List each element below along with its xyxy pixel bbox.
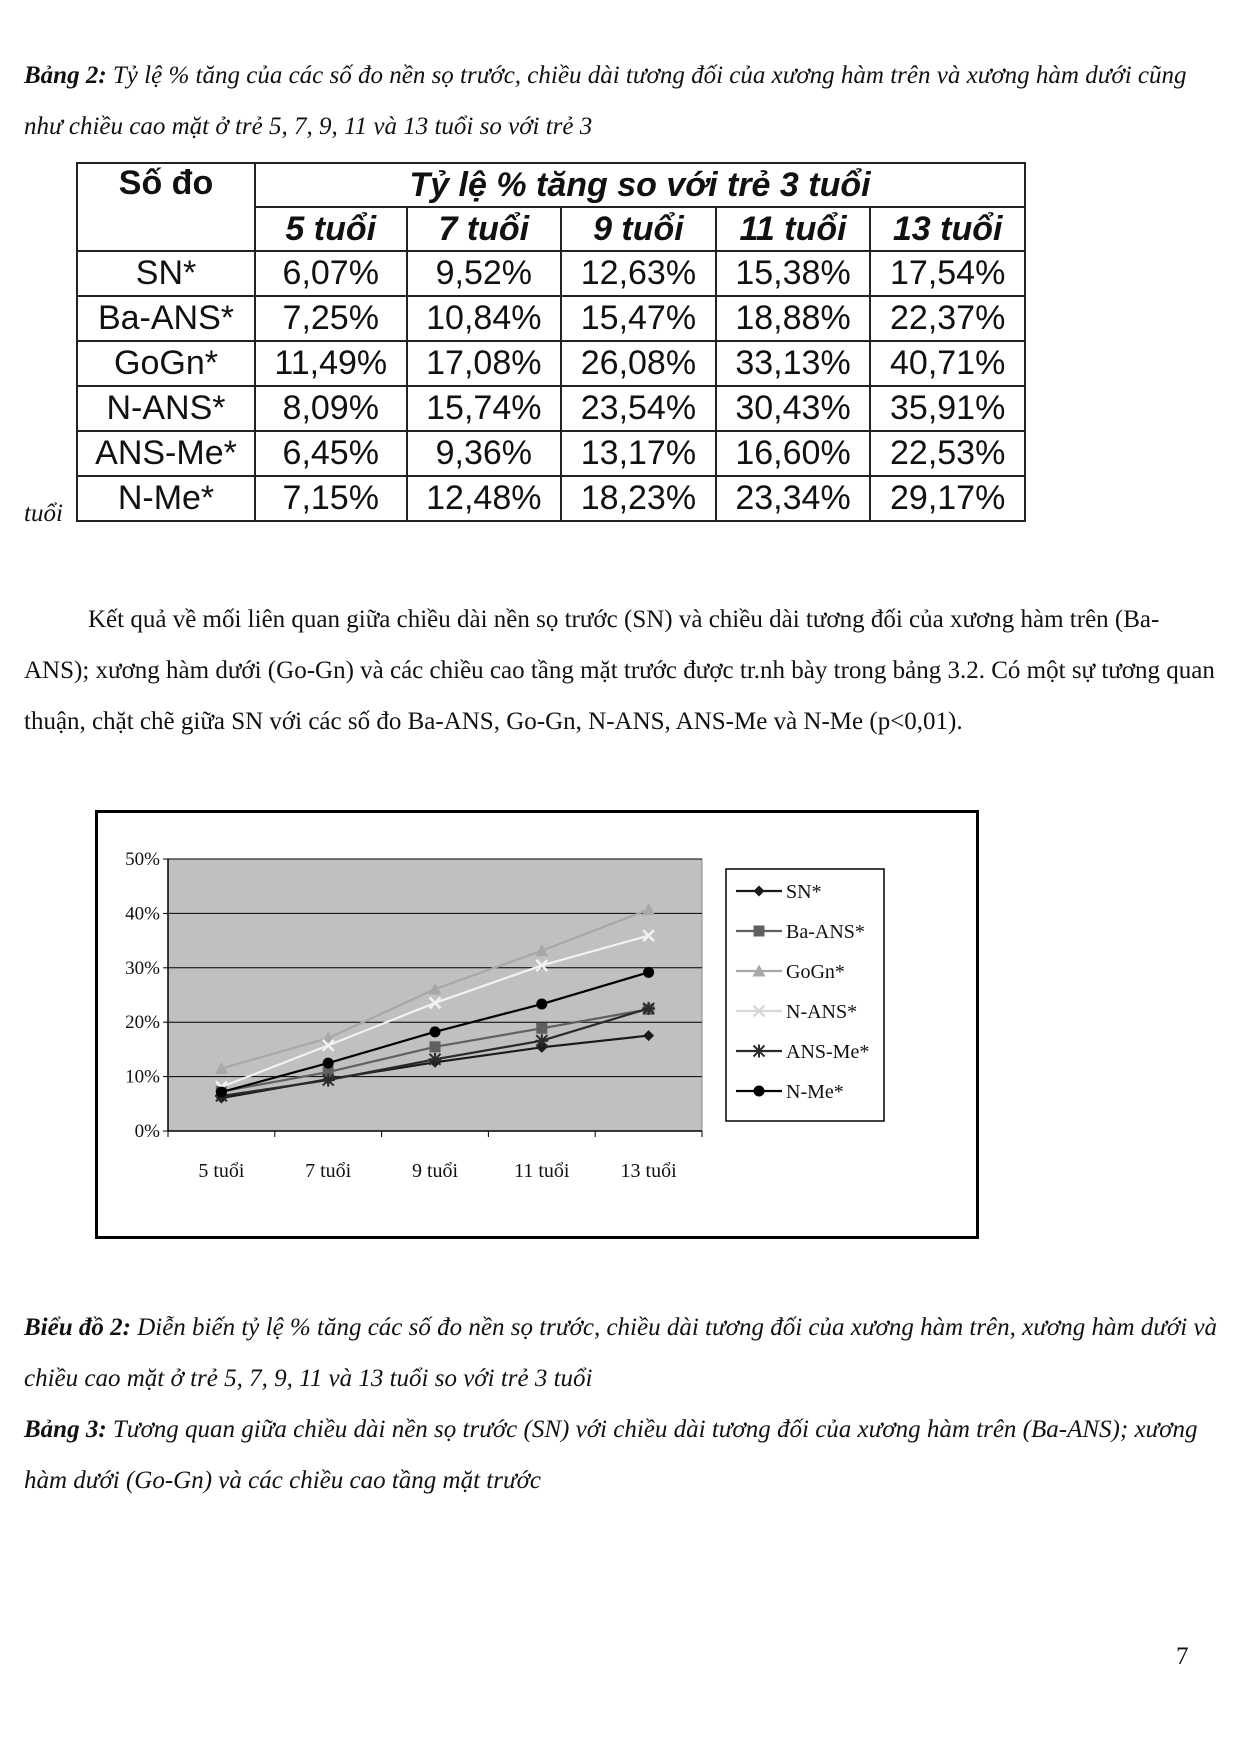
table-cell: 9,52% (407, 251, 562, 296)
y-tick-label: 10% (125, 1066, 160, 1088)
column-header: 9 tuổi (561, 207, 716, 251)
x-tick-label: 11 tuổi (514, 1160, 570, 1182)
legend-entry: GoGn* (786, 961, 845, 983)
y-tick-label: 50% (125, 849, 160, 870)
table-cell: 30,43% (716, 386, 871, 431)
table-row (77, 386, 1025, 431)
table-cell: 12,63% (561, 251, 716, 296)
table-row (77, 296, 1025, 341)
data-point (536, 999, 547, 1010)
group-header: Tỷ lệ % tăng so với trẻ 3 tuổi (255, 163, 1025, 207)
column-header: 7 tuổi (407, 207, 562, 251)
table-cell: 17,54% (870, 251, 1025, 296)
table-cell: 15,74% (407, 386, 562, 431)
row-label: N-ANS* (77, 386, 255, 431)
table-row (77, 431, 1025, 476)
y-tick-label: 30% (125, 957, 160, 979)
data-point (430, 1026, 441, 1037)
result-paragraph: Kết quả về mối liên quan giữa chiều dài nền sọ trước (SN) và chiều dài tương đối của xương hàm trên (Ba-ANS); xương hàm dưới (Go-Gn) và các chiều cao tầng mặt trước được tr.nh bày trong bảng 3.2. Có một sự tương quan thuận, chặt chẽ giữa SN với các số đo Ba-ANS, Go-Gn, N-ANS, ANS-Me và N-Me (p<0,01). (24, 606, 1215, 735)
table-cell: 29,17% (870, 476, 1025, 521)
table-cell: 18,88% (716, 296, 871, 341)
plot-area (168, 859, 702, 1131)
table-cell: 7,25% (255, 296, 407, 341)
x-tick-label: 9 tuổi (411, 1160, 459, 1182)
growth-percentage-table (76, 162, 1026, 522)
legend-entry: ANS-Me* (786, 1041, 870, 1063)
legend-entry: SN* (786, 881, 822, 903)
table-cell: 16,60% (716, 431, 871, 476)
table-3-caption-label: Bảng 3: (24, 1416, 107, 1443)
table-cell: 22,37% (870, 296, 1025, 341)
data-point (536, 1023, 547, 1034)
table-cell: 33,13% (716, 341, 871, 386)
y-tick-label: 40% (125, 903, 160, 925)
table-cell: 15,38% (716, 251, 871, 296)
table-cell: 15,47% (561, 296, 716, 341)
table-row (77, 476, 1025, 521)
table-cell: 7,15% (255, 476, 407, 521)
measurement-header: Số đo (77, 163, 255, 251)
table-cell: 22,53% (870, 431, 1025, 476)
table-row (77, 341, 1025, 386)
row-label: SN* (77, 251, 255, 296)
legend-swatch-marker (754, 1086, 765, 1097)
data-point (430, 1041, 441, 1052)
table-cell: 11,49% (255, 341, 407, 386)
figure-2-caption-text: Diễn biến tỷ lệ % tăng các số đo nền sọ trước, chiều dài tương đối của xương hàm trên, xương hàm dưới và chiều cao mặt ở trẻ 5, 7, 9, 11 và 13 tuổi so với trẻ 3 tuổi (24, 1314, 1218, 1392)
table-cell: 12,48% (407, 476, 562, 521)
x-tick-label: 5 tuổi (198, 1160, 245, 1182)
y-tick-label: 0% (134, 1121, 160, 1142)
table-3-caption-text: Tương quan giữa chiều dài nền sọ trước (SN) với chiều dài tương đối của xương hàm trên (Ba-ANS); xương hàm dưới (Go-Gn) và các chiều cao tầng mặt trước (24, 1416, 1198, 1494)
x-tick-label: 7 tuổi (305, 1160, 352, 1182)
data-point (643, 967, 654, 978)
table-row (77, 251, 1025, 296)
table-cell: 6,07% (255, 251, 407, 296)
row-label: Ba-ANS* (77, 296, 255, 341)
table-cell: 23,34% (716, 476, 871, 521)
table-cell: 10,84% (407, 296, 562, 341)
table-cell: 8,09% (255, 386, 407, 431)
data-point (642, 1002, 655, 1015)
table-2-caption-label: Bảng 2: (24, 62, 107, 89)
table-2-caption (24, 50, 1224, 152)
data-point (323, 1058, 334, 1069)
table-cell: 35,91% (870, 386, 1025, 431)
table-cell: 13,17% (561, 431, 716, 476)
table-cell: 40,71% (870, 341, 1025, 386)
table-cell: 17,08% (407, 341, 562, 386)
row-label: ANS-Me* (77, 431, 255, 476)
x-tick-label: 13 tuổi (620, 1160, 677, 1182)
chart-canvas (98, 813, 976, 1236)
y-tick-label: 20% (125, 1012, 160, 1034)
data-point (535, 1034, 548, 1047)
page-number: 7 (1176, 1643, 1189, 1670)
data-point (216, 1087, 227, 1098)
data-point (429, 1053, 442, 1066)
table-cell: 9,36% (407, 431, 562, 476)
table-3-caption (24, 1404, 1224, 1506)
figure-2-caption (24, 1302, 1224, 1404)
growth-line-chart (95, 810, 979, 1239)
row-label: N-Me* (77, 476, 255, 521)
table-cell: 23,54% (561, 386, 716, 431)
figure-2-caption-label: Biểu đồ 2: (24, 1314, 131, 1341)
legend-swatch-marker (753, 1045, 766, 1058)
data-point (322, 1074, 335, 1087)
row-label: GoGn* (77, 341, 255, 386)
table-2-caption-text: Tỷ lệ % tăng của các số đo nền sọ trước, chiều dài tương đối của xương hàm trên và xương hàm dưới cũng như chiều cao mặt ở trẻ 5, 7, 9, 11 và 13 tuổi so với trẻ 3 (24, 62, 1187, 140)
table-caption-trailing-word: tuổi (24, 500, 63, 527)
table-cell: 18,23% (561, 476, 716, 521)
table-cell: 6,45% (255, 431, 407, 476)
column-header: 13 tuổi (870, 207, 1025, 251)
legend-entry: N-Me* (786, 1081, 844, 1103)
table-cell: 26,08% (561, 341, 716, 386)
column-header: 11 tuổi (716, 207, 871, 251)
legend-swatch-marker (754, 926, 765, 937)
legend-entry: Ba-ANS* (786, 921, 865, 943)
column-header: 5 tuổi (255, 207, 407, 251)
legend-entry: N-ANS* (786, 1001, 858, 1023)
